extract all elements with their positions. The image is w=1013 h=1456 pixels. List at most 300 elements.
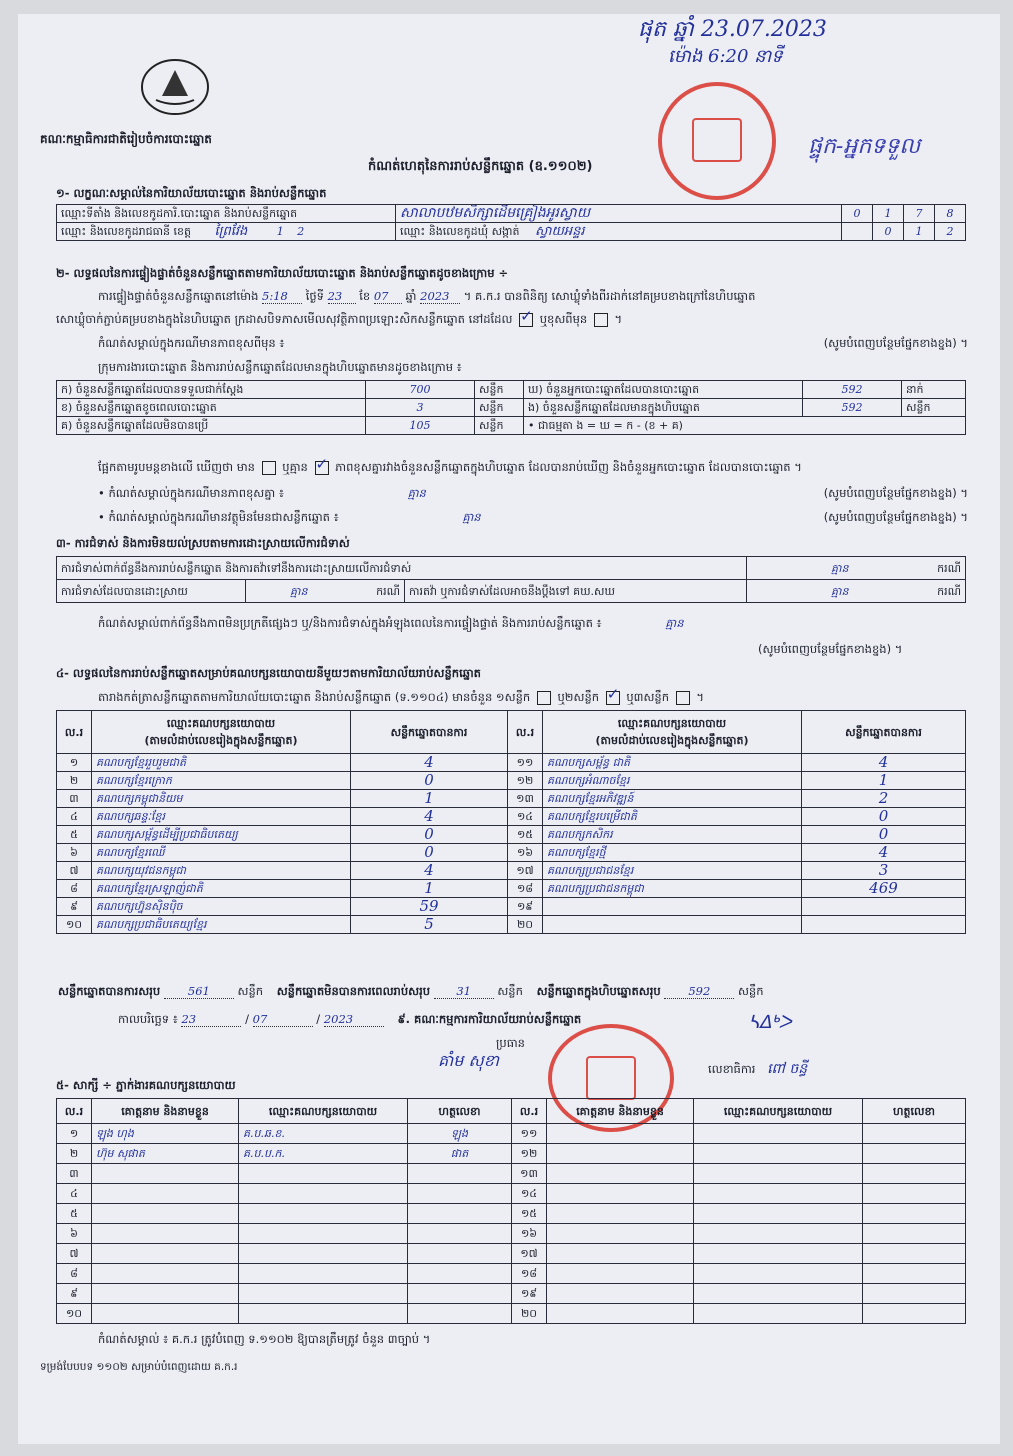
witness-party	[239, 1244, 408, 1264]
table-row	[57, 1244, 966, 1264]
bullet-foreign-object	[98, 510, 968, 524]
spoiled-label: ខ) ចំនួនសន្លឹកឆ្នោតខូចពេលបោះឆ្នោត	[57, 399, 366, 417]
handwritten-received-time: ម៉ោង 6:20 នាទី	[668, 46, 783, 67]
resolved-label: ការជំទាស់ដែលបានដោះស្រាយ	[57, 580, 246, 603]
party-name: គណបក្សប្រជាជនកម្ពុជា	[543, 880, 802, 898]
witness-signature	[408, 1204, 512, 1224]
witness-no: ១៩	[512, 1284, 547, 1304]
party-name: គណបក្សខ្មែរឈើ	[92, 844, 351, 862]
party-no: ១៤	[508, 808, 543, 826]
committee-name: គណៈកម្មាធិការជាតិរៀបចំការបោះឆ្នោត	[40, 132, 212, 146]
totals-line	[58, 984, 764, 999]
verification-text: ការផ្ទៀងផ្ទាត់ចំនួនសន្លឹកឆ្នោតនៅម៉ោង	[98, 289, 259, 303]
difference-text-end: ភាពខុសគ្នារវាងចំនួនសន្លឹកឆ្នោតក្នុងហិបឆ្នោត ដែលបានរាប់ឃើញ និងចំនួនអ្នកបោះឆ្នោត ដែលបានបោះឆ្នោត ។	[335, 460, 802, 474]
party-votes: 1	[802, 772, 966, 790]
table-row	[57, 1284, 966, 1304]
witness-no: ៩	[57, 1284, 92, 1304]
province-value: ព្រៃវែង	[214, 224, 248, 239]
party-no: ៨	[57, 880, 92, 898]
party-no: ១៧	[508, 862, 543, 880]
witness-signature	[408, 1244, 512, 1264]
witness-name	[547, 1124, 694, 1144]
witness-no: ៧	[57, 1244, 92, 1264]
witness-party	[239, 1204, 408, 1224]
witness-party	[694, 1184, 863, 1204]
section2-heading: ២- លទ្ធផលនៃការផ្ទៀងផ្ទាត់ចំនួនសន្លឹកឆ្នោតតាមការិយាល័យបោះឆ្នោត និងរាប់សន្លឹកឆ្នោតដូចខាងក្រោម ÷	[56, 266, 509, 280]
irregularity-note-value: គ្មាន	[665, 616, 684, 630]
witness-signature	[863, 1124, 966, 1144]
section5-heading: ៥- សាក្សី ÷ ភ្នាក់ងារគណបក្សនយោបាយ	[56, 1078, 236, 1092]
witness-no: ៦	[57, 1224, 92, 1244]
one-sheet-checkbox[interactable]	[537, 691, 551, 705]
no-difference-checkbox[interactable]	[315, 461, 329, 475]
formula: • ជាធម្មតា ង = ឃ = ក - (ខ + គ)	[524, 417, 966, 435]
unit: នាក់	[902, 381, 966, 399]
table-row	[57, 916, 966, 934]
witness-party: គ.ប.ប.ក.	[239, 1144, 408, 1164]
table-row	[57, 898, 966, 916]
commune-value: ស្វាយអន្ទរ	[535, 224, 585, 239]
date-line: កាលបរិច្ឆេទ ៖ 23 / 07 / 2023 ៩. គណៈកម្មការការិយាល័យរាប់សន្លឹកឆ្នោត	[118, 1012, 582, 1026]
party-votes: 0	[351, 844, 508, 862]
witness-name	[547, 1284, 694, 1304]
commune-code-digit: 1	[904, 223, 935, 241]
location-label: ឈ្មោះទីតាំង និងលេខកូដការិ.បោះឆ្នោត និងរាប់សន្លឹកឆ្នោត	[57, 205, 396, 223]
table-row	[57, 826, 966, 844]
province-code: 2	[297, 225, 305, 238]
date-label: កាលបរិច្ឆេទ ៖	[118, 1012, 178, 1026]
col-votes: សន្លឹកឆ្នោតបានការ	[351, 711, 508, 754]
party-votes: 1	[351, 790, 508, 808]
party-name: គណបក្សខ្មែរក្រោក	[92, 772, 351, 790]
results-table	[56, 710, 966, 934]
footnote: កំណត់សម្គាល់ ៖ គ.ក.រ ត្រូវបំពេញ ទ.១១០២ ឱ្យបានត្រឹមត្រូវ ចំនួន ៣ច្បាប់ ។	[98, 1332, 431, 1346]
valid-total-value: 561	[164, 984, 234, 999]
commune-code-digit	[842, 223, 873, 241]
party-votes: 2	[802, 790, 966, 808]
fill-note: (សូមបំពេញបន្ថែមផ្នែកខាងខ្នង) ។	[823, 336, 968, 350]
witness-signature	[408, 1164, 512, 1184]
party-no: ១១	[508, 754, 543, 772]
party-name: គណបក្សអំណាចខ្មែរ	[543, 772, 802, 790]
witness-signature	[863, 1204, 966, 1224]
three-sheet-label: ឬ៣សន្លឹក	[626, 690, 670, 704]
witness-party	[239, 1284, 408, 1304]
table-row	[57, 790, 966, 808]
voted-value: 592	[803, 381, 902, 399]
party-name: គណបក្សខ្មែរថ្មី	[543, 844, 802, 862]
witness-no: ១៥	[512, 1204, 547, 1224]
unit: សន្លឹក	[475, 417, 524, 435]
table-row	[57, 1224, 966, 1244]
location-code-digit: 8	[935, 205, 966, 223]
official-signature: ᓴᐃᒃᐳ	[748, 1012, 792, 1033]
witness-signature	[863, 1164, 966, 1184]
witness-name	[92, 1204, 239, 1224]
party-no: ៤	[57, 808, 92, 826]
party-votes: 0	[802, 826, 966, 844]
form-page	[18, 14, 1000, 1444]
party-no: ២០	[508, 916, 543, 934]
witness-signature	[408, 1284, 512, 1304]
witness-no: ២	[57, 1144, 92, 1164]
party-no: ៥	[57, 826, 92, 844]
fill-note: (សូមបំពេញបន្ថែមផ្នែកខាងខ្នង) ។	[823, 486, 968, 500]
witness-signature	[408, 1264, 512, 1284]
witness-signature: ឡុង	[408, 1124, 512, 1144]
party-no: ១០	[57, 916, 92, 934]
date-month: 07	[253, 1012, 313, 1027]
form-title: កំណត់ហេតុនៃការរាប់សន្លឹកឆ្នោត (ឧ.១១០២)	[368, 159, 593, 174]
party-votes: 4	[351, 754, 508, 772]
different-checkbox[interactable]	[594, 313, 608, 327]
witness-party	[694, 1204, 863, 1224]
witness-no: ១៤	[512, 1184, 547, 1204]
table-row	[57, 1144, 966, 1164]
col-party-sub: (តាមលំដាប់លេខរៀងក្នុងសន្លឹកឆ្នោត)	[144, 734, 298, 747]
party-votes: 0	[351, 772, 508, 790]
witness-party	[694, 1224, 863, 1244]
difference-note-line	[98, 336, 968, 350]
party-name	[543, 916, 802, 934]
witness-party	[239, 1304, 408, 1324]
party-votes: 4	[351, 862, 508, 880]
appeal-label: ការតវ៉ា ឬការជំទាស់ដែលអាចនឹងប្ដឹងទៅ គឃ.សឃ	[405, 580, 747, 603]
witness-no: ១៦	[512, 1224, 547, 1244]
party-votes: 59	[351, 898, 508, 916]
witness-no: ១៧	[512, 1244, 547, 1264]
chair-name: គាំម សុខា	[438, 1051, 499, 1070]
secretary-label: លេខាធិការ	[708, 1062, 756, 1076]
col-party: ឈ្មោះគណបក្សនយោបាយ	[694, 1099, 863, 1124]
witness-name	[547, 1164, 694, 1184]
party-votes	[802, 898, 966, 916]
party-no: ១២	[508, 772, 543, 790]
col-no: ល.រ	[512, 1099, 547, 1124]
unit: សន្លឹក	[737, 984, 764, 998]
secretary-line	[708, 1062, 807, 1076]
party-name	[543, 898, 802, 916]
objection-value: គ្មាន	[831, 561, 849, 575]
witness-name	[547, 1244, 694, 1264]
witness-name	[547, 1184, 694, 1204]
table-row	[57, 1124, 966, 1144]
witness-party	[239, 1264, 408, 1284]
objection-label: ការជំទាស់ពាក់ព័ន្ធនឹងការរាប់សន្លឹកឆ្នោត និងការតវ៉ាទៅនឹងការដោះស្រាយលើការជំទាស់	[57, 557, 747, 580]
witness-name	[92, 1164, 239, 1184]
province-label-text: ឈ្មោះ និងលេខកូដរាជធានី ខេត្ត	[61, 225, 191, 238]
province-label	[57, 223, 396, 241]
two-sheet-label: ឬ២សន្លឹក	[557, 690, 600, 704]
seal-text: សោឃ្លុំចាក់ភ្ជាប់គម្របខាងក្នុងនៃហិបឆ្នោត ក្រដាសបិទភាសមើលសុវត្ថិភាពប្រឡោះសិកសន្លឹកឆ្នោត នៅដដែល	[56, 312, 513, 326]
witness-no: ៣	[57, 1164, 92, 1184]
party-name: គណបក្សកម្ពុជានិយម	[92, 790, 351, 808]
different-label: ឬខុសពីមុន	[539, 312, 588, 326]
table-row	[57, 808, 966, 826]
party-no: ៦	[57, 844, 92, 862]
commune-label: ឈ្មោះ និងលេខកូដឃុំ សង្កាត់	[400, 225, 520, 238]
location-code-digit: 0	[842, 205, 873, 223]
witness-signature	[863, 1184, 966, 1204]
table-row	[57, 1164, 966, 1184]
witness-party	[239, 1224, 408, 1244]
party-name: គណបក្សប្រជាធិបតេយ្យខ្មែរ	[92, 916, 351, 934]
witness-signature	[863, 1144, 966, 1164]
no-difference-label: ឬគ្មាន	[282, 460, 308, 474]
date-day: 23	[181, 1012, 241, 1027]
witness-name	[92, 1184, 239, 1204]
witness-no: ១១	[512, 1124, 547, 1144]
chair-label: ប្រធាន	[496, 1036, 525, 1050]
witness-signature	[863, 1304, 966, 1324]
invalid-total-label: សន្លឹកឆ្នោតមិនបានការពេលរាប់សរុប	[276, 984, 431, 998]
col-votes: សន្លឹកឆ្នោតបានការ	[802, 711, 966, 754]
witness-no: ៥	[57, 1204, 92, 1224]
witness-party	[694, 1144, 863, 1164]
party-no: ៣	[57, 790, 92, 808]
table-row	[57, 1184, 966, 1204]
party-votes	[802, 916, 966, 934]
stamp-note: ផ្ទុក-អ្នកទទួល	[808, 134, 921, 159]
table-row	[57, 1304, 966, 1324]
party-name: គណបក្សឆន្ទៈខ្មែរ	[92, 808, 351, 826]
party-name: គណបក្សសម្ព័ន្ធ ជាតិ	[543, 754, 802, 772]
witness-name	[547, 1264, 694, 1284]
party-votes: 4	[351, 808, 508, 826]
party-name: គណបក្សខ្មែរបម្រើជាតិ	[543, 808, 802, 826]
party-no: ១៣	[508, 790, 543, 808]
witness-name	[547, 1224, 694, 1244]
witness-name	[547, 1144, 694, 1164]
table-row	[57, 862, 966, 880]
box-total-label: សន្លឹកឆ្នោតក្នុងហិបឆ្នោតសរុប	[536, 984, 661, 998]
difference-text: ផ្អែកតាមរូបមន្តខាងលើ ឃើញថា មាន	[98, 460, 255, 474]
month-label: ខែ	[359, 289, 371, 303]
col-name: គោត្តនាម និងនាមខ្លួន	[92, 1099, 239, 1124]
case-label: ករណី	[937, 584, 961, 598]
col-name: គោត្តនាម និងនាមខ្លួន	[547, 1099, 694, 1124]
section4-heading: ៤- លទ្ធផលនៃការរាប់សន្លឹកឆ្នោតសម្រាប់គណបក្សនយោបាយនីមួយៗតាមការិយាល័យរាប់សន្លឹកឆ្នោត	[56, 666, 481, 680]
section1-table	[56, 204, 966, 241]
witness-party	[694, 1244, 863, 1264]
witness-party	[694, 1124, 863, 1144]
record-sheet-text: តារាងកត់ត្រាសន្លឹកឆ្នោតតាមការិយាល័យបោះឆ្នោត និងរាប់សន្លឹកឆ្នោត (ទ.១១០៤) មានចំនួន ១សន្លឹក	[98, 690, 531, 704]
witness-signature	[408, 1304, 512, 1324]
witness-party	[694, 1164, 863, 1184]
case-label: ករណី	[376, 584, 400, 598]
appeal-value-cell	[747, 580, 966, 603]
table-row	[57, 754, 966, 772]
party-no: ១	[57, 754, 92, 772]
table-row	[57, 1264, 966, 1284]
col-sign: ហត្ថលេខា	[408, 1099, 512, 1124]
party-votes: 0	[802, 808, 966, 826]
col-party-sub: (តាមលំដាប់លេខរៀងក្នុងសន្លឹកឆ្នោត)	[595, 734, 749, 747]
ballot-count-table	[56, 380, 966, 435]
fill-note: (សូមបំពេញបន្ថែមផ្នែកខាងខ្នង) ។	[823, 510, 968, 524]
party-name: គណបក្សខ្មែរស្រឡាញ់ជាតិ	[92, 880, 351, 898]
bullet-difference	[98, 486, 968, 500]
year-label: ឆ្នាំ	[405, 289, 417, 303]
party-votes: 4	[802, 844, 966, 862]
witness-no: ៨	[57, 1264, 92, 1284]
commune-code-digit: 0	[873, 223, 904, 241]
verification-day: 23	[328, 289, 356, 304]
party-votes: 5	[351, 916, 508, 934]
resolved-value-cell	[246, 580, 405, 603]
witness-name	[92, 1284, 239, 1304]
witness-name	[92, 1304, 239, 1324]
col-no: ល.រ	[57, 1099, 92, 1124]
unused-value: 105	[366, 417, 475, 435]
col-party	[92, 711, 351, 754]
witness-name	[547, 1304, 694, 1324]
verification-time: 5:18	[262, 289, 302, 304]
unit: សន្លឹក	[497, 984, 523, 998]
witness-party	[694, 1264, 863, 1284]
party-name: គណបក្សប្រជាជនខ្មែរ	[543, 862, 802, 880]
witness-name: ឡុង ហុង	[92, 1124, 239, 1144]
location-code-digit: 1	[873, 205, 904, 223]
party-no: ១៦	[508, 844, 543, 862]
spoiled-value: 3	[366, 399, 475, 417]
date-year: 2023	[324, 1012, 384, 1027]
party-votes: 4	[802, 754, 966, 772]
valid-total-label: សន្លឹកឆ្នោតបានការសរុប	[58, 984, 161, 998]
witness-no: ១	[57, 1124, 92, 1144]
witness-name	[92, 1224, 239, 1244]
table-row	[57, 772, 966, 790]
party-name: គណបក្សខ្មែរអភិវឌ្ឍន៍	[543, 790, 802, 808]
commune-code-digit: 2	[935, 223, 966, 241]
official-stamp-top	[658, 82, 776, 200]
verification-year: 2023	[420, 289, 460, 304]
party-votes: 469	[802, 880, 966, 898]
record-sheet-line: តារាងកត់ត្រាសន្លឹកឆ្នោតតាមការិយាល័យបោះឆ្នោត និងរាប់សន្លឹកឆ្នោត (ទ.១១០៤) មានចំនួន ១សន្លឹក ឬ២សន្លឹក ✓ ឬ៣សន្លឹក ។	[98, 690, 704, 705]
verification-month: 07	[374, 289, 402, 304]
difference-note-label: កំណត់សម្គាល់ក្នុងករណីមានភាពខុសពីមុន ៖	[98, 336, 285, 350]
same-checkbox[interactable]	[519, 313, 533, 327]
witness-signature	[408, 1184, 512, 1204]
bullet-foreign-value: គ្មាន	[462, 510, 481, 524]
nec-emblem-icon	[136, 56, 214, 118]
section1-heading: ១- លក្ខណៈសម្គាល់នៃការិយាល័យបោះឆ្នោត និងរាប់សន្លឹកឆ្នោត	[56, 186, 327, 200]
received-label: ក) ចំនួនសន្លឹកឆ្នោតដែលបានទទួលជាក់ស្តែង	[57, 381, 366, 399]
verification-line	[98, 289, 755, 304]
witness-signature: ផាត	[408, 1144, 512, 1164]
party-no: ១៨	[508, 880, 543, 898]
col-sign: ហត្ថលេខា	[863, 1099, 966, 1124]
witness-name	[92, 1264, 239, 1284]
in-box-label: ង) ចំនួនសន្លឹកឆ្នោតដែលមានក្នុងហិបឆ្នោត	[524, 399, 803, 417]
witness-signature	[863, 1284, 966, 1304]
unit: សន្លឹក	[475, 399, 524, 417]
col-party	[543, 711, 802, 754]
witness-no: ១៣	[512, 1164, 547, 1184]
commission-sign-label: ៩. គណៈកម្មការការិយាល័យរាប់សន្លឹកឆ្នោត	[397, 1012, 582, 1026]
province-code: 1	[276, 225, 284, 238]
col-party-title: ឈ្មោះគណបក្សនយោបាយ	[617, 717, 727, 730]
witness-name	[92, 1244, 239, 1264]
appeal-value: គ្មាន	[831, 584, 849, 598]
two-sheet-checkbox[interactable]	[606, 691, 620, 705]
witness-no: ១០	[57, 1304, 92, 1324]
table-row	[57, 844, 966, 862]
party-no: ៧	[57, 862, 92, 880]
seal-line: សោឃ្លុំចាក់ភ្ជាប់គម្របខាងក្នុងនៃហិបឆ្នោត ក្រដាសបិទភាសមើលសុវត្ថិភាពប្រឡោះសិកសន្លឹកឆ្នោត នៅដដែល ✓ ឬខុសពីមុន ។	[56, 312, 622, 327]
col-no: ល.រ	[508, 711, 543, 754]
bullet-difference-label: • កំណត់សម្គាល់ក្នុងករណីមានភាពខុសគ្នា ៖	[98, 486, 284, 500]
secretary-name: ពៅ ចន្ធី	[767, 1061, 808, 1077]
unit: សន្លឹក	[237, 984, 264, 998]
witness-signature	[863, 1264, 966, 1284]
commune-cell	[396, 223, 842, 241]
table-row	[57, 880, 966, 898]
box-total-value: 592	[664, 984, 734, 999]
party-name: គណបក្សសម្ព័ន្ធដើម្បីប្រជាធិបតេយ្យ	[92, 826, 351, 844]
objection-table	[56, 556, 966, 603]
in-box-value: 592	[803, 399, 902, 417]
witness-no: ៤	[57, 1184, 92, 1204]
col-party: ឈ្មោះគណបក្សនយោបាយ	[239, 1099, 408, 1124]
witness-signature	[863, 1244, 966, 1264]
unit: សន្លឹក	[902, 399, 966, 417]
witness-party	[239, 1184, 408, 1204]
witness-party	[239, 1164, 408, 1184]
day-label: ថ្ងៃទី	[305, 289, 324, 303]
has-difference-checkbox[interactable]	[262, 461, 276, 475]
party-name: គណបក្សយុវជនកម្ពុជា	[92, 862, 351, 880]
unit: សន្លឹក	[475, 381, 524, 399]
witness-signature	[863, 1224, 966, 1244]
fill-note: (សូមបំពេញបន្ថែមផ្នែកខាងខ្នង) ។	[758, 642, 903, 656]
witness-signature	[408, 1224, 512, 1244]
location-code-digit: 7	[904, 205, 935, 223]
witness-no: ១៨	[512, 1264, 547, 1284]
witness-no: ១២	[512, 1144, 547, 1164]
party-votes: 1	[351, 880, 508, 898]
col-no: ល.រ	[57, 711, 92, 754]
witness-party	[694, 1284, 863, 1304]
three-sheet-checkbox[interactable]	[676, 691, 690, 705]
voted-label: ឃ) ចំនួនអ្នកបោះឆ្នោតដែលបានបោះឆ្នោត	[524, 381, 803, 399]
party-name: គណបក្សហ្វ៊ុនស៊ិនប៉ិច	[92, 898, 351, 916]
party-name: គណបក្សកសិករ	[543, 826, 802, 844]
resolved-value: គ្មាន	[290, 584, 308, 598]
party-votes: 3	[802, 862, 966, 880]
received-value: 700	[366, 381, 475, 399]
witness-no: ២០	[512, 1304, 547, 1324]
difference-line	[98, 460, 802, 475]
party-votes: 0	[351, 826, 508, 844]
party-no: ១៩	[508, 898, 543, 916]
irregularity-note-label: កំណត់សម្គាល់ពាក់ព័ន្ធនឹងភាពមិនប្រក្រតីផ្សេងៗ ឬ/និងការជំទាស់ក្នុងអំឡុងពេលនៃការផ្ទៀងផ្ទាត់ និងការរាប់សន្លឹកឆ្នោត ៖	[98, 616, 602, 630]
handwritten-received-date: ផុត ឆ្នាំ 23.07.2023	[638, 17, 827, 42]
witness-table	[56, 1098, 966, 1324]
party-no: ២	[57, 772, 92, 790]
col-party-title: ឈ្មោះគណបក្សនយោបាយ	[166, 717, 276, 730]
count-intro: ក្រុមការងារបោះឆ្នោត និងការរាប់សន្លឹកឆ្នោតដែលមានក្នុងហិបឆ្នោតមានដូចខាងក្រោម ៖	[98, 360, 462, 374]
table-row	[57, 1204, 966, 1224]
irregularity-note-line	[98, 616, 684, 630]
form-footer: ទម្រង់បែបបទ ១១០២ សម្រាប់បំពេញដោយ គ.ក.រ	[40, 1361, 238, 1373]
witness-party	[694, 1304, 863, 1324]
bullet-foreign-label: • កំណត់សម្គាល់ក្នុងករណីមានវត្ថុមិនមែនជាសន្លឹកឆ្នោត ៖	[98, 510, 339, 524]
location-value: សាលាបឋមសិក្សាដើមគ្រៀងអូរស្វាយ	[396, 205, 842, 223]
witness-name	[547, 1204, 694, 1224]
bullet-difference-value: គ្មាន	[407, 486, 426, 500]
witness-party: គ.ប.ឆ.ខ.	[239, 1124, 408, 1144]
